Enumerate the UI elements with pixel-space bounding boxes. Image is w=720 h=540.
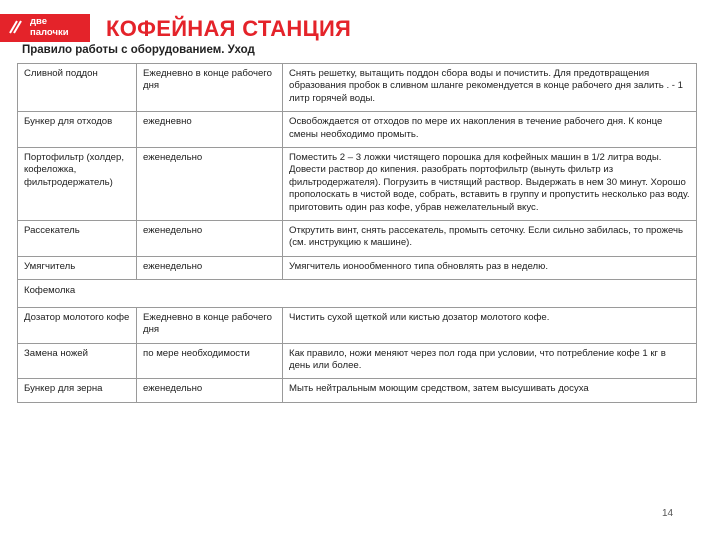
item-cell: Замена ножей <box>18 343 137 379</box>
action-cell: Чистить сухой щеткой или кистью дозатор молотого кофе. <box>283 307 697 343</box>
table-row <box>18 379 697 402</box>
action-cell: Мыть нейтральным моющим средством, затем высушивать досуха <box>283 379 697 402</box>
table-row <box>18 343 697 379</box>
maintenance-table <box>17 63 697 403</box>
section-label: Кофемолка <box>18 280 697 307</box>
section-row <box>18 280 697 307</box>
item-cell: Сливной поддон <box>18 64 137 112</box>
frequency-cell: ежедневно <box>137 112 283 148</box>
table-row <box>18 256 697 279</box>
item-cell: Бункер для отходов <box>18 112 137 148</box>
action-cell: Освобождается от отходов по мере их накопления в течение рабочего дня. К конце смены необходимо промыть. <box>283 112 697 148</box>
action-cell: Умягчитель ионообменного типа обновлять раз в неделю. <box>283 256 697 279</box>
table-row <box>18 112 697 148</box>
logo-text <box>30 16 69 38</box>
logo-line-1: две <box>30 16 48 27</box>
frequency-cell: Ежедневно в конце рабочего дня <box>137 307 283 343</box>
page-title: КОФЕЙНАЯ СТАНЦИЯ <box>106 16 352 41</box>
page-number: 14 <box>662 508 674 519</box>
frequency-cell: по мере необходимости <box>137 343 283 379</box>
action-cell: Открутить винт, снять рассекатель, промыть сеточку. Если сильно забилась, то прожечь (см. инструкцию к машине). <box>283 221 697 257</box>
item-cell: Дозатор молотого кофе <box>18 307 137 343</box>
item-cell: Портофильтр (холдер, кофеложка, фильтродержатель) <box>18 148 137 221</box>
action-cell: Снять решетку, вытащить поддон сбора воды и почистить. Для предотвращения образования пробок в сливном шланге рекомендуется в конце рабочего дня залить . - 1 литр горячей воды. <box>283 64 697 112</box>
item-cell: Рассекатель <box>18 221 137 257</box>
frequency-cell: еженедельно <box>137 256 283 279</box>
item-cell: Бункер для зерна <box>18 379 137 402</box>
chopsticks-icon <box>8 20 22 34</box>
frequency-cell: Ежедневно в конце рабочего дня <box>137 64 283 112</box>
item-cell: Умягчитель <box>18 256 137 279</box>
frequency-cell: еженедельно <box>137 379 283 402</box>
table-row <box>18 221 697 257</box>
table-row <box>18 148 697 221</box>
table-row <box>18 307 697 343</box>
action-cell: Поместить 2 – 3 ложки чистящего порошка для кофейных машин в 1/2 литра воды. Довести раствор до кипения. разобрать портофильтр (вынуть фильтр из фильтродержателя). Погрузить в чистящий раствор. Выдержать в нем 30 минут. Хорошо прополоскать в чистой воде, собрать, вставить в группу и пропустить несколько раз воду. приготовить один раз кофе, убрав нежелательный вкус. <box>283 148 697 221</box>
frequency-cell: еженедельно <box>137 148 283 221</box>
action-cell: Как правило, ножи меняют через пол года при условии, что потребление кофе 1 кг в день или более. <box>283 343 697 379</box>
logo-line-2: палочки <box>30 27 69 38</box>
brand-logo <box>0 14 90 42</box>
frequency-cell: еженедельно <box>137 221 283 257</box>
table-row <box>18 64 697 112</box>
page-subtitle: Правило работы с оборудованием. Уход <box>22 44 255 56</box>
